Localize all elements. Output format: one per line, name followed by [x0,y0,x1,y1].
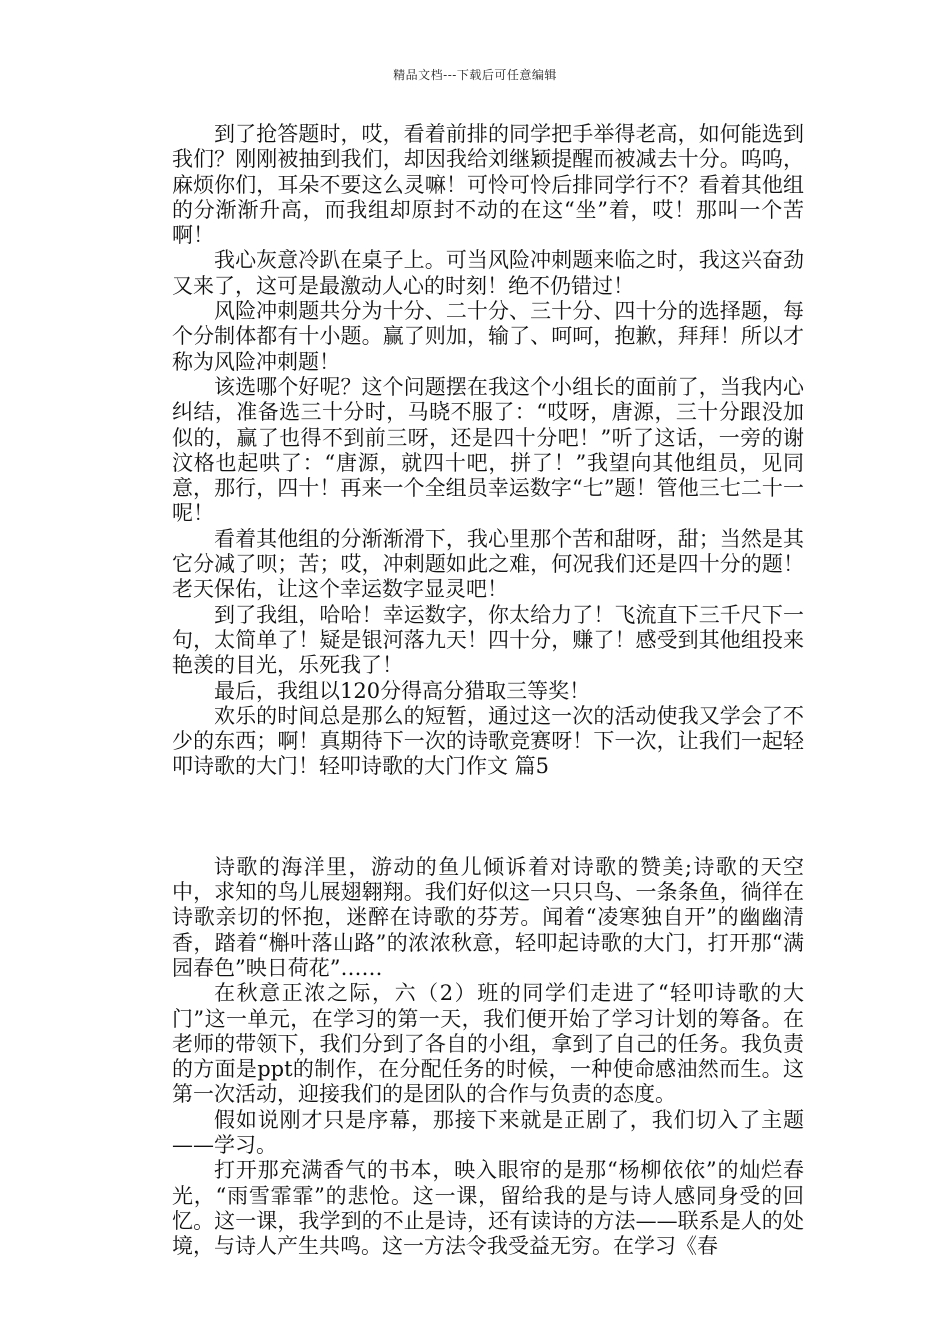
paragraph: 到了我组，哈哈！幸运数字，你太给力了！飞流直下三千尺下一句，太简单了！疑是银河落九天！四十分，赚了！感受到其他组投来艳羡的目光，乐死我了！ [172,602,804,678]
paragraph: 看着其他组的分渐渐滑下，我心里那个苦和甜呀，甜；当然是其它分减了呗；苦；哎，冲刺题如此之难，何况我们还是四十分的题！老天保佑，让这个幸运数字显灵吧！ [172,526,804,602]
paragraph: 欢乐的时间总是那么的短暂，通过这一次的活动使我又学会了不少的东西；啊！真期待下一次的诗歌竞赛呀！下一次，让我们一起轻叩诗歌的大门！轻叩诗歌的大门作文 篇5 [172,703,804,779]
paragraph: 在秋意正浓之际，六（2）班的同学们走进了“轻叩诗歌的大门”这一单元，在学习的第一天，我们便开始了学习计划的筹备。在老师的带领下，我们分到了各自的小组，拿到了自己的任务。我负责的方面是ppt的制作，在分配任务的时候，一种使命感油然而生。这第一次活动，迎接我们的是团队的合作与负责的态度。 [172,981,804,1107]
paragraph: 风险冲刺题共分为十分、二十分、三十分、四十分的选择题，每个分制体都有十小题。赢了则加，输了、呵呵，抱歉，拜拜！所以才称为风险冲刺题！ [172,299,804,374]
paragraph: 到了抢答题时，哎，看着前排的同学把手举得老高，如何能选到我们？刚刚被抽到我们，却因我给刘继颖提醒而被减去十分。呜呜，麻烦你们，耳朵不要这么灵嘛！可怜可怜后排同学行不？看着其他组的分渐渐升高，而我组却原封不动的在这“坐”着，哎！那叫一个苦啊！ [172,122,804,248]
paragraph: 最后，我组以120分得高分猎取三等奖！ [214,678,591,703]
paragraph: 该选哪个好呢？这个问题摆在我这个小组长的面前了，当我内心纠结，准备选三十分时，马晓不服了：“哎呀，唐源，三十分跟没加似的，赢了也得不到前三呀，还是四十分吧！”听了这话，一旁的谢汶格也起哄了：“唐源，就四十吧，拼了！”我望向其他组员，见同意，那行，四十！再来一个全组员幸运数字“七”题！管他三七二十一呢！ [172,374,804,526]
page-header: 精品文档---下载后可任意编辑 [393,68,557,82]
section-spacer [172,780,804,855]
paragraph: 诗歌的海洋里，游动的鱼儿倾诉着对诗歌的赞美;诗歌的天空中，求知的鸟儿展翅翱翔。我们好似这一只只鸟、一条条鱼，徜徉在诗歌亲切的怀抱，迷醉在诗歌的芬芳。闻着“凌寒独自开”的幽幽清香，踏着“槲叶落山路”的浓浓秋意，轻叩起诗歌的大门，打开那“满园春色”映日荷花”…… [172,854,804,980]
paragraph: 假如说刚才只是序幕，那接下来就是正剧了，我们切入了主题——学习。 [172,1107,804,1157]
paragraph: 我心灰意冷趴在桌子上。可当风险冲刺题来临之时，我这兴奋劲又来了，这可是最激动人心的时刻！绝不仍错过！ [172,248,804,298]
document-body [172,122,804,1259]
paragraph: 打开那充满香气的书本，映入眼帘的是那“杨柳依依”的灿烂春光，“雨雪霏霏”的悲怆。这一课，留给我的是与诗人感同身受的回忆。这一课，我学到的不止是诗，还有读诗的方法——联系是人的处境，与诗人产生共鸣。这一方法令我受益无穷。在学习《春 [172,1158,804,1259]
